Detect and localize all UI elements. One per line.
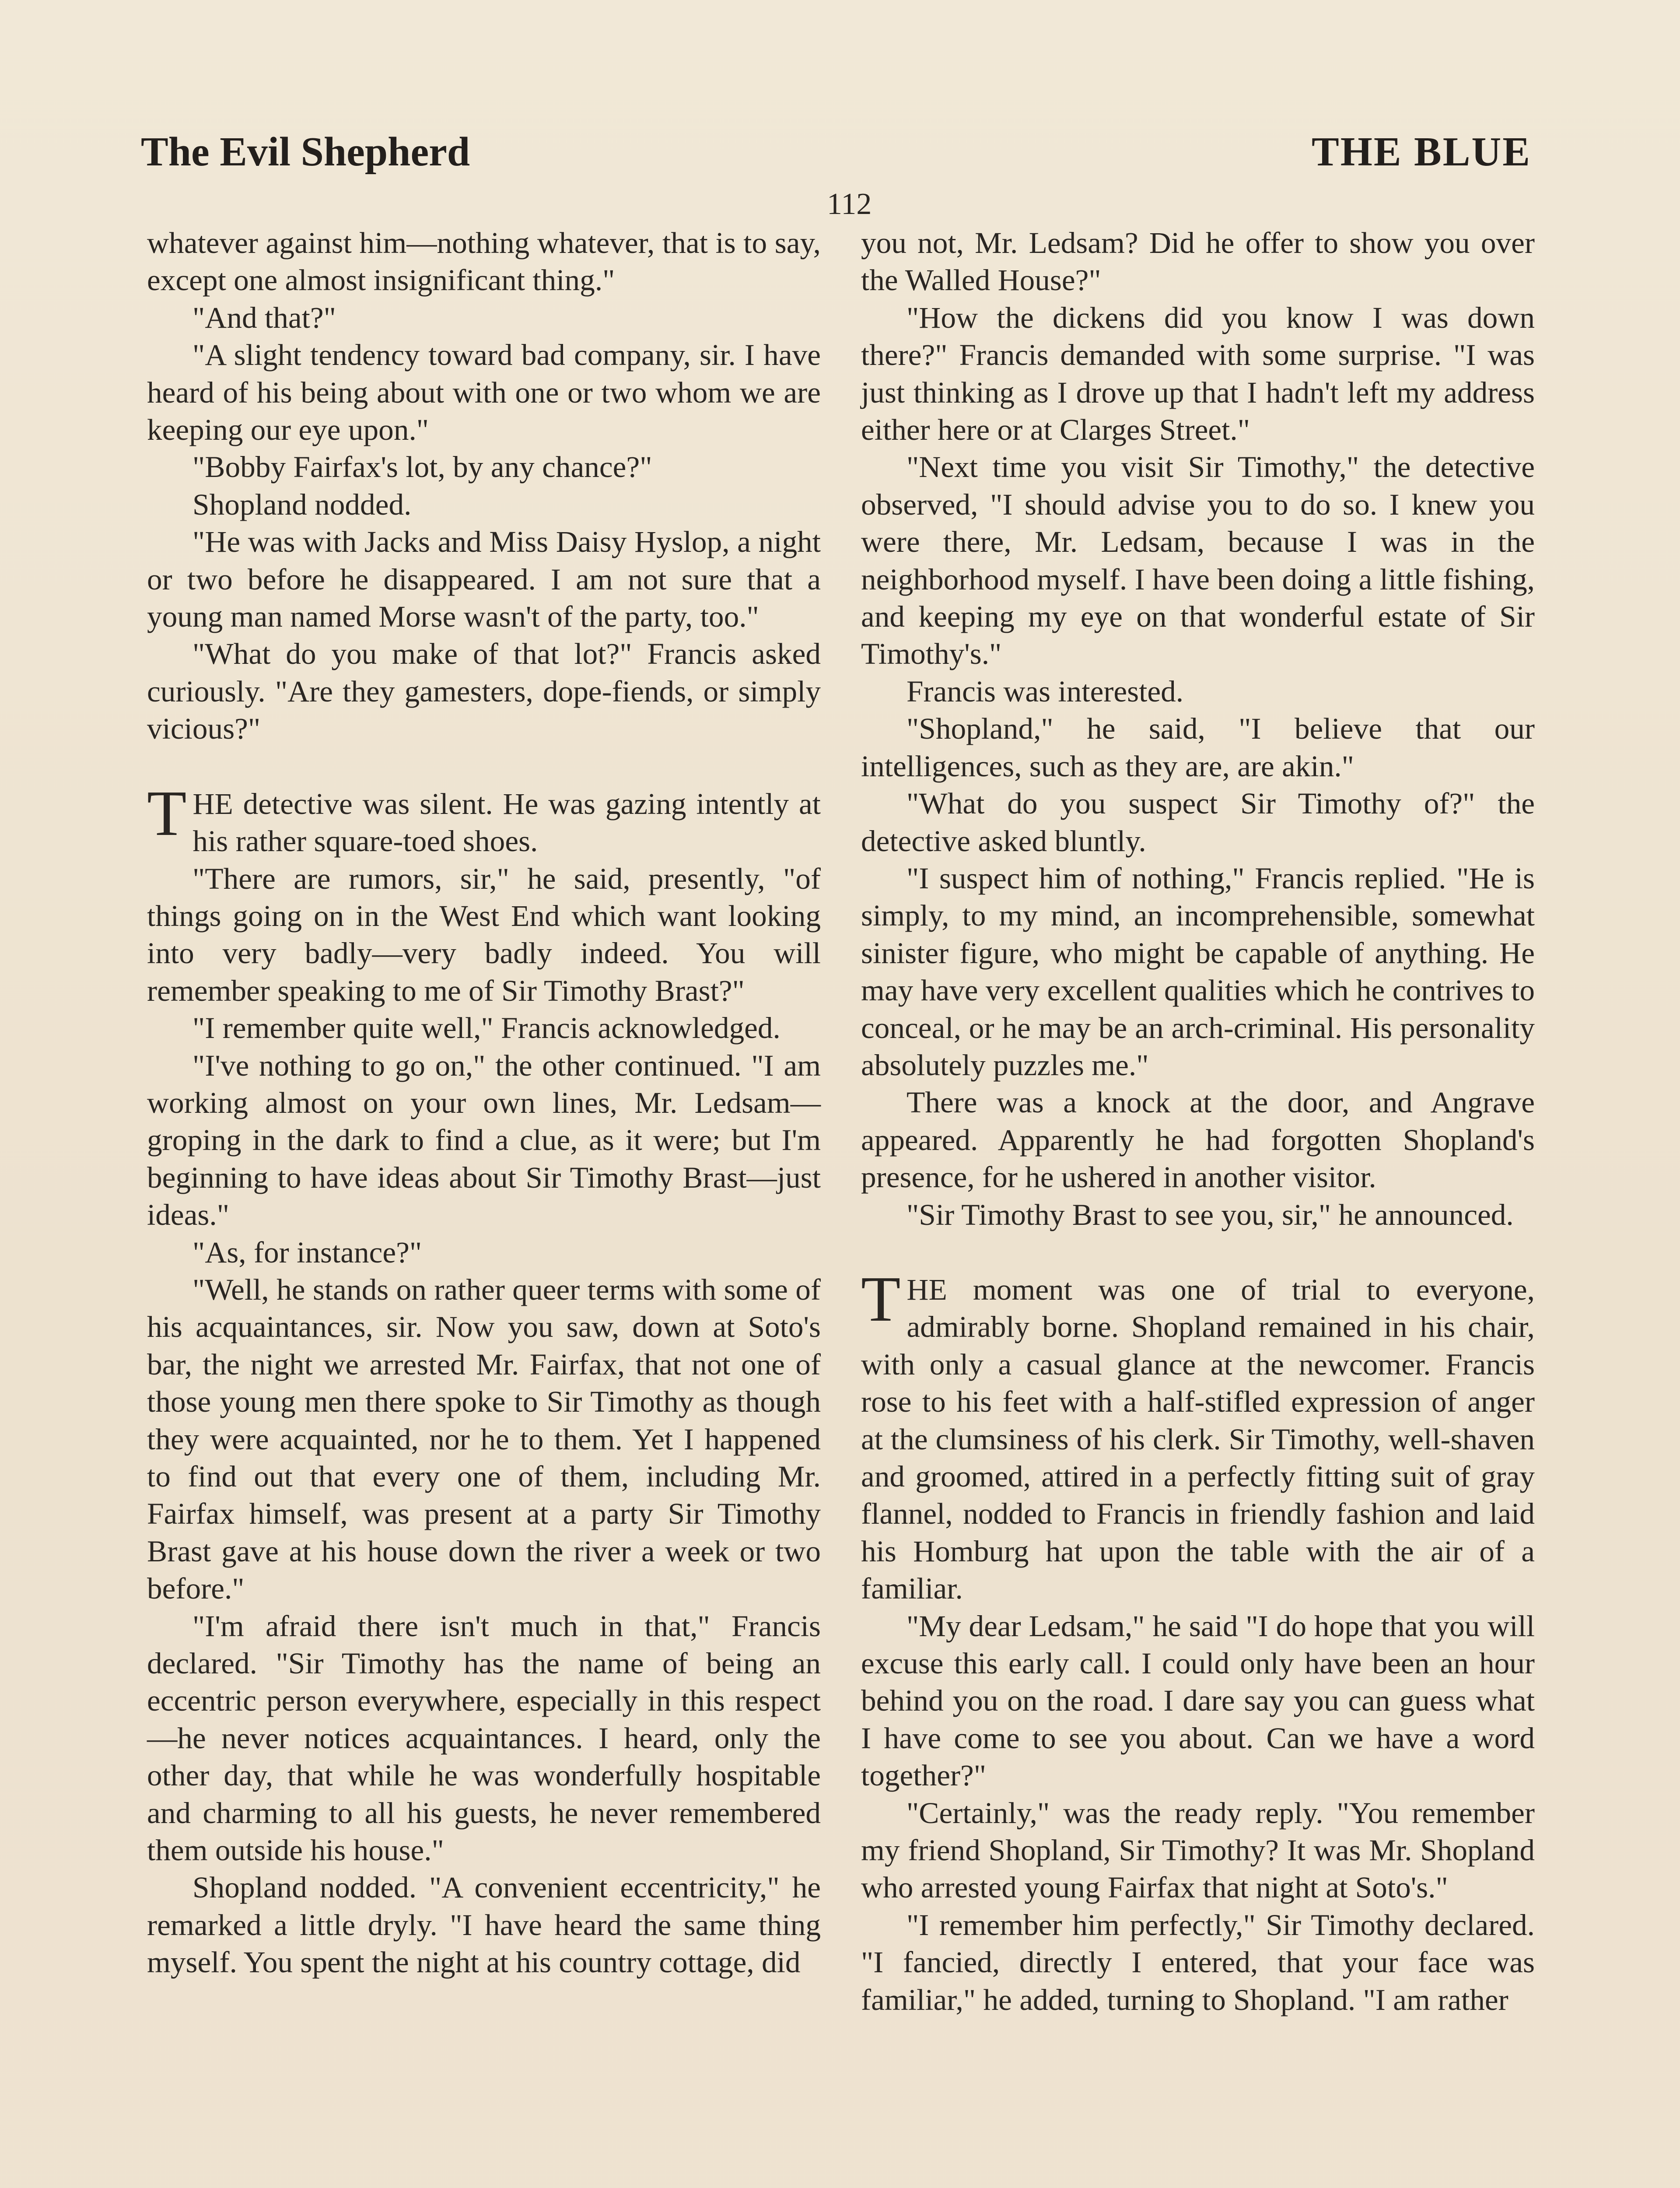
section-opening-paragraph [861,1263,1535,1607]
paragraph: There was a knock at the door, and Angrave appeared. Apparently he had forgotten Shopland's presence, for he ushered in another visitor. [861,1085,1535,1194]
drop-cap: T [147,777,187,849]
paragraph: "My dear Ledsam," he said "I do hope that you will excuse this early call. I could only have been an hour behind you on the road. I dare say you can guess what I have come to see you about. Can we have a word together?" [861,1609,1535,1792]
paragraph: whatever against him—nothing whatever, that is to say, except one almost insignificant thing." [147,226,821,297]
paragraph: "I remember quite well," Francis acknowledged. [192,1011,780,1045]
paragraph: "Certainly," was the ready reply. "You remember my friend Shopland, Sir Timothy? It was Mr. Shopland who arrested young Fairfax that night at Soto's." [861,1795,1535,1904]
drop-cap: T [861,1263,901,1335]
paragraph: "What do you make of that lot?" Francis asked curiously. "Are they gamesters, dope-fiends, or simply vicious?" [147,637,821,746]
paragraph: Shopland nodded. "A convenient eccentricity," he remarked a little dryly. "I have heard the same thing myself. You spent the night at his country cottage, did [147,1870,821,1979]
paragraph: "I remember him perfectly," Sir Timothy declared. "I fancied, directly I entered, that your face was familiar," he added, turning to Shopland. "I am rather [861,1907,1535,2016]
paragraph-text: HE moment was one of trial to everyone, admirably borne. Shopland remained in his chair, with only a casual glance at the newcomer. Francis rose to his feet with a half-stifled expression of anger at the clumsiness of his clerk. Sir Timothy, well-shaven and groomed, attired in a perfectly fitting suit of gray flannel, nodded to Francis in friendly fashion and laid his Homburg hat upon the table with the air of a familiar. [861,1272,1535,1606]
paragraph: "There are rumors, sir," he said, presently, "of things going on in the West End which want looking into very badly—very badly indeed. You will remember speaking to me of Sir Timothy Brast?" [147,861,821,1007]
paragraph: "What do you suspect Sir Timothy of?" the detective asked bluntly. [861,786,1535,858]
paragraph: "Bobby Fairfax's lot, by any chance?" [192,450,652,484]
paragraph: "Sir Timothy Brast to see you, sir," he announced. [906,1197,1514,1231]
paragraph: "How the dickens did you know I was down there?" Francis demanded with some surprise. "I was just thinking as I drove up that I hadn't left my address either here or at Clarges Street." [861,300,1535,447]
running-title-left: The Evil Shepherd [141,129,470,175]
paragraph: "I've nothing to go on," the other continued. "I am working almost on your own lines, Mr. Ledsam—groping in the dark to find a clue, as it were; but I'm beginning to have ideas about Sir Timothy Brast—just ideas." [147,1048,821,1232]
paragraph: "A slight tendency toward bad company, sir. I have heard of his being about with one or two whom we are keeping our eye upon." [147,338,821,447]
paragraph: "Next time you visit Sir Timothy," the detective observed, "I should advise you to do so. I knew you were there, Mr. Ledsam, because I was in the neighborhood myself. I have been doing a little fishing, and keeping my eye on that wonderful estate of Sir Timothy's." [861,450,1535,671]
paragraph: Shopland nodded. [192,487,412,521]
running-title-right: THE BLUE [1312,129,1531,175]
left-column [147,224,821,1981]
paragraph: "As, for instance?" [192,1235,422,1269]
paragraph: "Well, he stands on rather queer terms with some of his acquaintances, sir. Now you saw, down at Soto's bar, the night we arrested Mr. Fairfax, that not one of those young men there spoke to Sir Timothy as though they were acquainted, nor he to them. Yet I happened to find out that every one of them, including Mr. Fairfax himself, was present at a party Sir Timothy Brast gave at his house down the river a week or two before." [147,1272,821,1606]
paragraph: "And that?" [192,300,336,334]
paragraph: Francis was interested. [906,674,1184,708]
paragraph: "Shopland," he said, "I believe that our intelligences, such as they are, are akin." [861,712,1535,783]
section-break [147,747,821,785]
paragraph-text: HE detective was silent. He was gazing intently at his rather square-toed shoes. [192,786,821,858]
right-column [861,224,1535,2018]
page-number: 112 [827,187,872,221]
paragraph: "I'm afraid there isn't much in that," Francis declared. "Sir Timothy has the name of being an eccentric person everywhere, especially in this respect—he never notices acquaintances. I heard, only the other day, that while he was wonderfully hospitable and charming to all his guests, he never remembered them outside his house." [147,1609,821,1867]
paragraph: "I suspect him of nothing," Francis replied. "He is simply, to my mind, an incomprehensible, somewhat sinister figure, who might be capable of anything. He may have very excellent qualities which he contrives to conceal, or he may be an arch-criminal. His personality absolutely puzzles me." [861,861,1535,1082]
section-opening-paragraph [147,777,821,860]
paragraph: you not, Mr. Ledsam? Did he offer to show you over the Walled House?" [861,226,1535,297]
section-break [861,1233,1535,1271]
paragraph: "He was with Jacks and Miss Daisy Hyslop, a night or two before he disappeared. I am not sure that a young man named Morse wasn't of the party, too." [147,525,821,634]
